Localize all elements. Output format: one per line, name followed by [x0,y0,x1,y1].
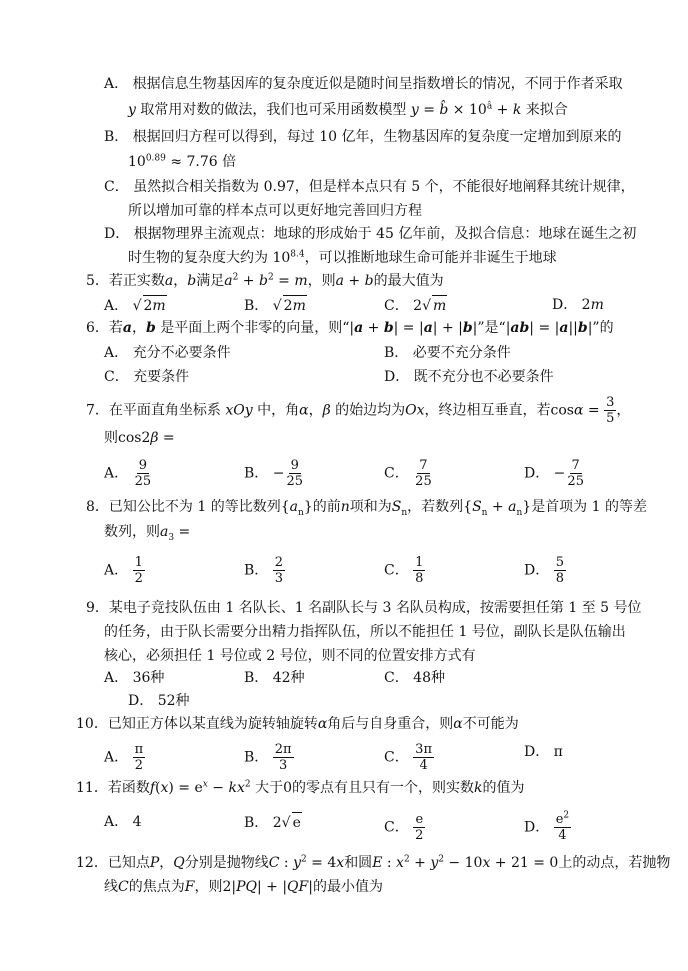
q6-option-b: B． 必要不充分条件 [384,345,511,361]
q7-option-b: B． − $\frac{9}{25}$ [244,458,304,489]
q5-option-d: D． 2m [552,297,604,313]
q10-stem: 10．已知正方体以某直线为旋转轴旋转α角后与自身重合，则α不可能为 [76,716,519,732]
q4-option-d-line1: D． 根据物理界主流观点：地球的形成始于 45 亿年前，及拟合信息：地球在诞生之初 [104,226,637,242]
q4-option-a-line2: y 取常用对数的做法，我们也可采用函数模型 y = b̂ × $10^â + k$ 来拟合 [128,101,568,118]
q4-option-a-line1: A． 根据信息生物基因库的复杂度近似是随时间呈指数增长的情况，不同于作者采取 [104,76,623,92]
q10-option-b: B． $\frac{2\pi}{3}$ [244,742,292,773]
q8-option-d: D． $\frac{5}{8}$ [524,555,564,586]
q4-option-c-line2: 所以增加可靠的样本点可以更好地完善回归方程 [128,203,422,219]
q9-option-c: C． 48种 [384,670,445,686]
q9-stem-line1: 9．某电子竞技队伍由 1 名队长、1 名副队长与 3 名队员构成，按需要担任第 1 至 5 号位 [86,600,642,616]
q11-stem: 11．若函数$f(x) = e^x - kx^2$ 大于0的零点有且只有一个，则实数k的值为 [76,779,525,796]
q9-option-b: B． 42种 [244,670,305,686]
q8-option-c: C． $\frac{1}{8}$ [384,555,424,586]
q4-option-d-line2: 时生物的复杂度大约为 $10^{8.4}$，可以推断地球生命可能并非诞生于地球 [128,249,557,266]
q4-option-b-line1: B． 根据回归方程可以得到，每过 10 亿年，生物基因库的复杂度一定增加到原来的 [104,129,622,145]
q4-option-b-line2: $10^{0.89} \approx 7.76$ 倍 [128,153,237,170]
q7-cos-fraction: $\frac{3}{5}$ [606,395,615,426]
q9-option-d: D． 52种 [128,693,190,709]
q12-stem-line1: 12．已知点P，Q分别是抛物线C : $y^2 = 4x$和圆E : $x^2 + y^2 - 10x + 21 = 0$上的动点，若抛物 [76,854,671,871]
q7-stem-line2: 则cos2β = [104,430,175,446]
q5-option-a: A． √ 2m [104,295,167,316]
q7-stem-line1: 7．在平面直角坐标系 xOy 中，角α，β 的始边均为Ox，终边相互垂直，若cosα = $\frac{3}{5}$ ， [86,395,631,426]
q10-option-a: A． $\frac{\pi}{2}$ [104,742,144,773]
q9-stem-line3: 核心，必须担任 1 号位或 2 号位，则不同的位置安排方式有 [104,648,476,664]
q12-stem-line2: 线C的焦点为F，则2|PQ| + |QF|的最小值为 [104,879,383,895]
q6-option-d: D． 既不充分也不必要条件 [384,369,554,385]
q6-option-a: A． 充分不必要条件 [104,345,231,361]
q8-option-b: B． $\frac{2}{3}$ [244,555,284,586]
q4-option-c-line1: C． 虽然拟合相关指数为 0.97，但是样本点只有 5 个，不能很好地阐释其统计规律， [104,179,635,195]
q11-option-c: C． $\frac{e}{2}$ [384,812,424,843]
q7-option-c: C． $\frac{7}{25}$ [384,458,432,489]
q10-option-d: D． π [524,744,563,760]
q7-option-a: A． $\frac{9}{25}$ [104,458,152,489]
q8-stem-line2: 数列，则$a_3$ = [104,524,191,543]
q5-option-c: C． 2√ m [384,295,447,316]
q8-option-a: A． $\frac{1}{2}$ [104,555,143,586]
q9-stem-line2: 的任务，由于队长需要分出精力指挥队伍，所以不能担任 1 号位，副队长是队伍输出 [104,624,626,640]
q5-option-b: B． √ 2m [244,295,307,316]
q10-option-c: C． $\frac{3\pi}{4}$ [384,742,432,773]
q11-option-b: B． 2√ e [244,812,302,833]
q11-option-d: D． $\frac{e^2}{4}$ [524,810,570,843]
q6-option-c: C． 充要条件 [104,369,190,385]
q6-stem: 6．若a，b 是平面上两个非零的向量，则“|a + b| = |a| + |b|”是“|ab| = |a||b|”的 [86,320,614,336]
q9-option-a: A． 36种 [104,670,165,686]
q5-stem: 5．若正实数a，b满足$a^2 + b^2 = m$，则a + b的最大值为 [86,272,444,289]
q11-option-a: A． 4 [104,814,142,830]
q7-option-d: D． − $\frac{7}{25}$ [524,458,584,489]
q8-stem-line1: 8．已知公比不为 1 的等比数列$\{a_n\}$的前n项和为$S_n$，若数列$\{S_n + a_n\}$是首项为 1 的等差 [86,499,647,518]
